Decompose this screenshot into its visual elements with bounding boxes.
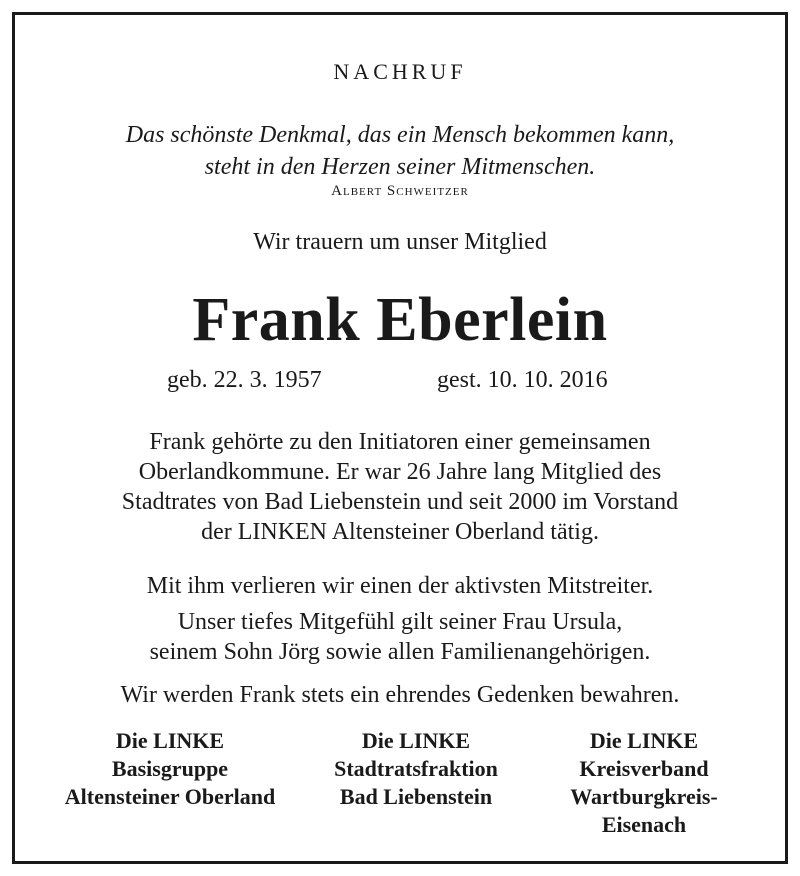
signature-line: Stadtratsfraktion bbox=[334, 756, 498, 781]
signature-kreisverband bbox=[539, 727, 749, 839]
notice-heading: NACHRUF bbox=[333, 59, 467, 84]
signature-line: Wartburgkreis- bbox=[570, 784, 718, 809]
signature-line: Die LINKE bbox=[589, 728, 699, 753]
signature-line: Die LINKE bbox=[361, 728, 471, 753]
signature-line: Basisgruppe bbox=[111, 756, 229, 781]
obituary-frame bbox=[12, 12, 788, 864]
paragraph-line: Frank gehörte zu den Initiatoren einer gemeinsamen bbox=[149, 429, 651, 455]
paragraph-line: der LINKEN Altensteiner Oberland tätig. bbox=[201, 519, 599, 545]
quote-line: Das schönste Denkmal, das ein Mensch bekommen kann, bbox=[125, 122, 675, 148]
tribute-paragraph bbox=[15, 427, 785, 547]
signature-line: Kreisverband bbox=[579, 756, 709, 781]
birth-date: geb. 22. 3. 1957 bbox=[167, 367, 322, 393]
signature-basisgruppe bbox=[45, 727, 295, 811]
signature-line: Eisenach bbox=[601, 812, 687, 837]
deceased-name: Frank Eberlein bbox=[192, 286, 608, 354]
signature-line: Altensteiner Oberland bbox=[64, 784, 276, 809]
death-date: gest. 10. 10. 2016 bbox=[437, 367, 608, 393]
quote-line: steht in den Herzen seiner Mitmenschen. bbox=[204, 154, 596, 180]
paragraph-line: Stadtrates von Bad Liebenstein und seit 2000 im Vorstand bbox=[121, 489, 679, 515]
loss-statement: Mit ihm verlieren wir einen der aktivsten Mitstreiter. bbox=[146, 573, 654, 599]
paragraph-line: Oberlandkommune. Er war 26 Jahre lang Mitglied des bbox=[138, 459, 662, 485]
obituary-content bbox=[15, 15, 785, 861]
signature-stadtratsfraktion bbox=[311, 727, 521, 811]
condolence-paragraph bbox=[15, 607, 785, 667]
signature-line: Bad Liebenstein bbox=[339, 784, 493, 809]
signature-line: Die LINKE bbox=[115, 728, 225, 753]
quote-author: Albert Schweitzer bbox=[331, 183, 469, 199]
mourning-intro: Wir trauern um unser Mitglied bbox=[253, 229, 547, 255]
memorial-quote bbox=[15, 119, 785, 183]
remembrance-statement: Wir werden Frank stets ein ehrendes Gedenken bewahren. bbox=[120, 682, 680, 708]
paragraph-line: seinem Sohn Jörg sowie allen Familienangehörigen. bbox=[149, 639, 651, 665]
paragraph-line: Unser tiefes Mitgefühl gilt seiner Frau Ursula, bbox=[177, 609, 623, 635]
